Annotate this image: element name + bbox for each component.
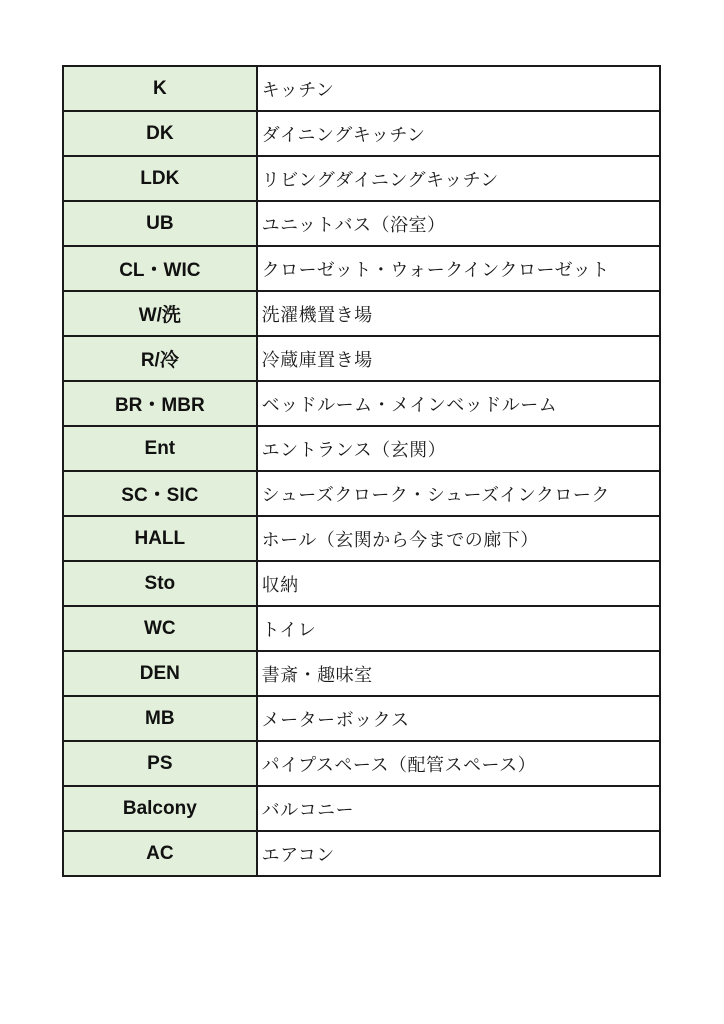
abbreviation-cell: BR・MBR: [63, 381, 257, 426]
table-row: [63, 336, 660, 381]
abbreviation-table-body: [63, 66, 660, 876]
table-row: [63, 246, 660, 291]
abbreviation-cell: PS: [63, 741, 257, 786]
table-row: [63, 201, 660, 246]
table-row: [63, 606, 660, 651]
description-cell: キッチン: [257, 66, 660, 111]
table-row: [63, 381, 660, 426]
abbreviation-cell: CL・WIC: [63, 246, 257, 291]
abbreviation-cell: AC: [63, 831, 257, 876]
abbreviation-cell: DEN: [63, 651, 257, 696]
description-cell: 洗濯機置き場: [257, 291, 660, 336]
table-row: [63, 291, 660, 336]
abbreviation-cell: MB: [63, 696, 257, 741]
abbreviation-cell: Sto: [63, 561, 257, 606]
table-row: [63, 741, 660, 786]
description-cell: ホール（玄関から今までの廊下）: [257, 516, 660, 561]
table-row: [63, 561, 660, 606]
description-cell: パイプスペース（配管スペース）: [257, 741, 660, 786]
description-cell: 収納: [257, 561, 660, 606]
table-row: [63, 651, 660, 696]
description-cell: シューズクローク・シューズインクローク: [257, 471, 660, 516]
abbreviation-table: [62, 65, 661, 877]
abbreviation-cell: LDK: [63, 156, 257, 201]
description-cell: リビングダイニングキッチン: [257, 156, 660, 201]
abbreviation-cell: R/冷: [63, 336, 257, 381]
description-cell: ダイニングキッチン: [257, 111, 660, 156]
description-cell: 書斎・趣味室: [257, 651, 660, 696]
abbreviation-cell: Ent: [63, 426, 257, 471]
table-row: [63, 111, 660, 156]
table-row: [63, 471, 660, 516]
description-cell: クローゼット・ウォークインクローゼット: [257, 246, 660, 291]
description-cell: エアコン: [257, 831, 660, 876]
description-cell: ベッドルーム・メインベッドルーム: [257, 381, 660, 426]
table-row: [63, 786, 660, 831]
table-row: [63, 831, 660, 876]
description-cell: 冷蔵庫置き場: [257, 336, 660, 381]
description-cell: エントランス（玄関）: [257, 426, 660, 471]
table-row: [63, 156, 660, 201]
description-cell: トイレ: [257, 606, 660, 651]
abbreviation-cell: K: [63, 66, 257, 111]
table-row: [63, 426, 660, 471]
abbreviation-cell: W/洗: [63, 291, 257, 336]
abbreviation-cell: UB: [63, 201, 257, 246]
abbreviation-cell: SC・SIC: [63, 471, 257, 516]
table-row: [63, 66, 660, 111]
abbreviation-cell: HALL: [63, 516, 257, 561]
description-cell: メーターボックス: [257, 696, 660, 741]
table-row: [63, 696, 660, 741]
table-row: [63, 516, 660, 561]
abbreviation-cell: Balcony: [63, 786, 257, 831]
abbreviation-cell: DK: [63, 111, 257, 156]
description-cell: バルコニー: [257, 786, 660, 831]
abbreviation-cell: WC: [63, 606, 257, 651]
description-cell: ユニットバス（浴室）: [257, 201, 660, 246]
